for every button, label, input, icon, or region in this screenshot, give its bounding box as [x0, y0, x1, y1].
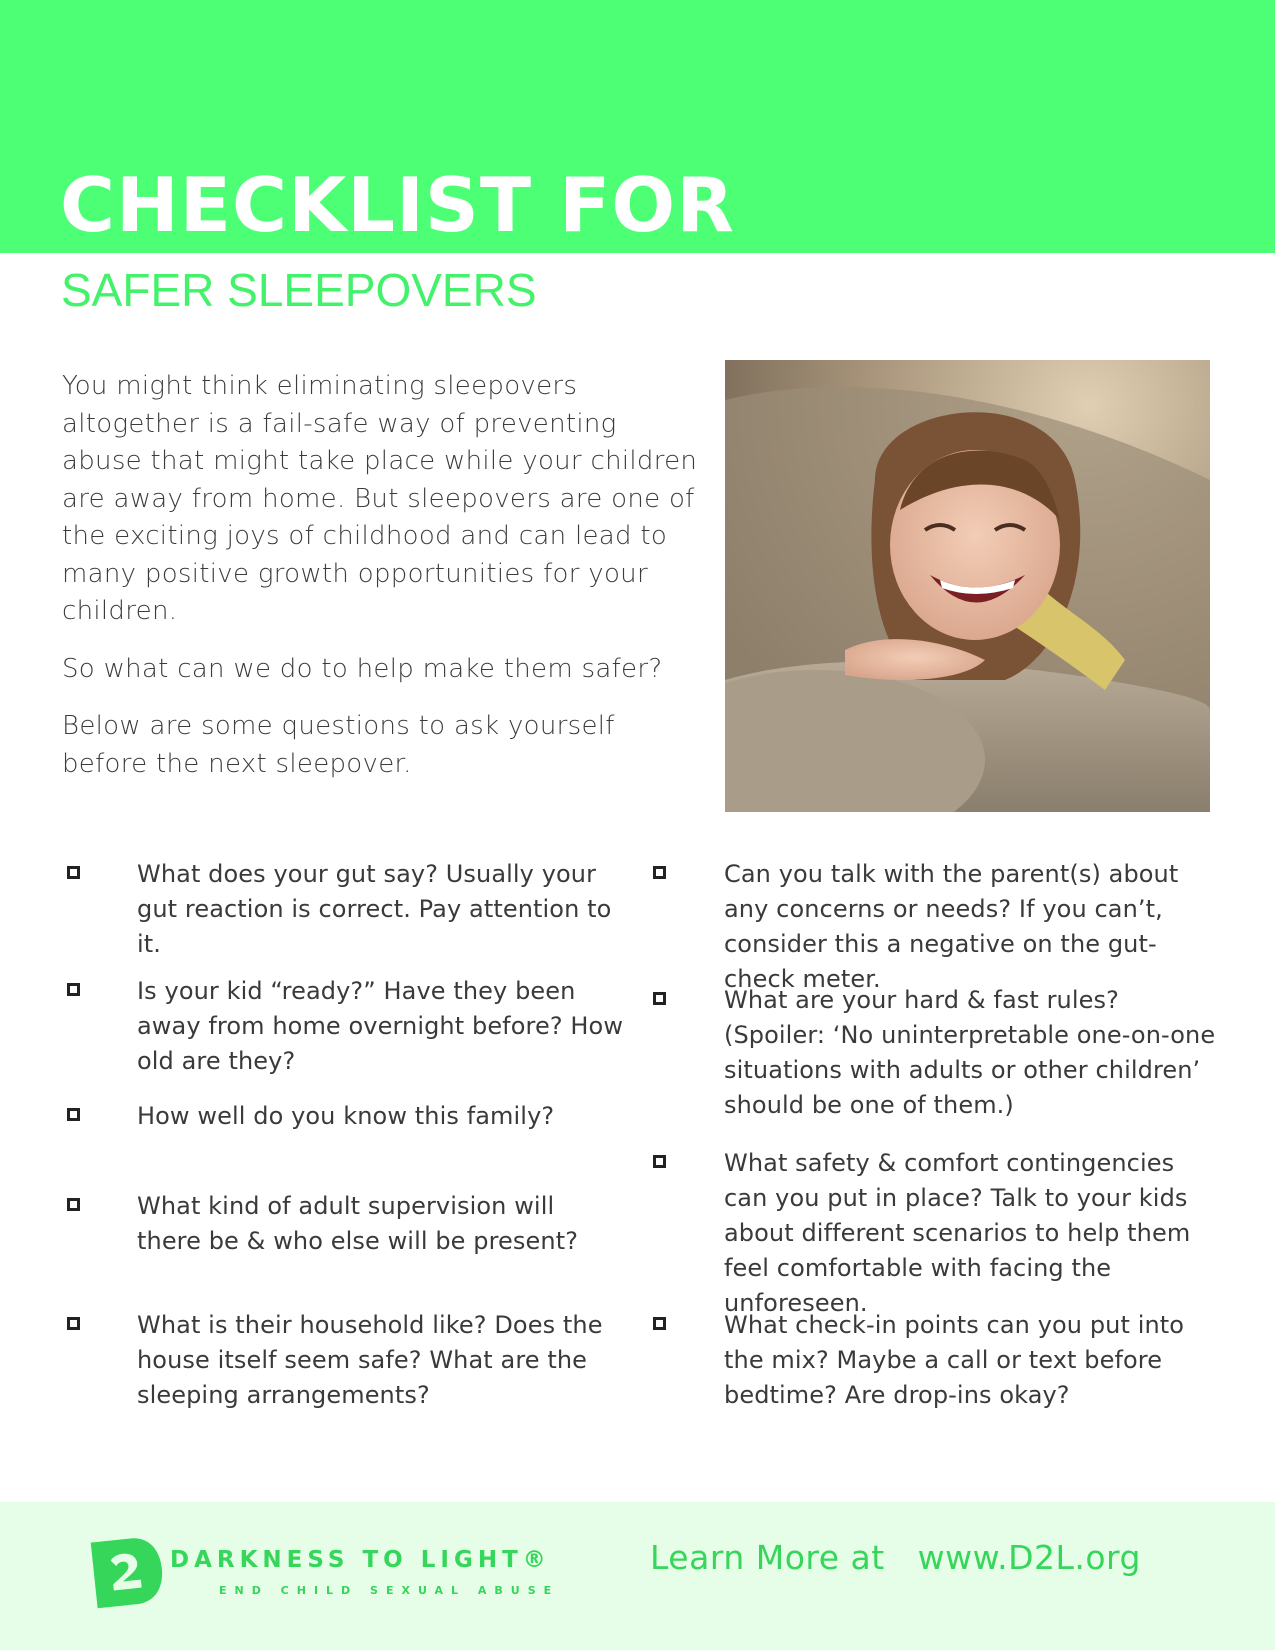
- checkbox[interactable]: [67, 1317, 80, 1330]
- checklist-item-text: What kind of adult supervision will there be & who else will be present?: [137, 1192, 579, 1255]
- checklist-item-text: What are your hard & fast rules? (Spoiler: ‘No uninterpretable one-on-one situations with adults or other children’ should be one of them.): [724, 986, 1216, 1119]
- intro-paragraph: So what can we do to help make them safer?: [62, 653, 663, 684]
- checkbox[interactable]: [67, 866, 80, 879]
- checklist-item-text: What safety & comfort contingencies can you put in place? Talk to your kids about different scenarios to help them feel comfortable with facing the unforeseen.: [724, 1149, 1191, 1317]
- page-subtitle: SAFER SLEEPOVERS: [61, 264, 537, 316]
- checklist-item-text: Can you talk with the parent(s) about any concerns or needs? If you can’t, consider this a negative on the gut-check meter.: [724, 860, 1179, 993]
- checklist-item-text: What check-in points can you put into the mix? Maybe a call or text before bedtime? Are drop-ins okay?: [724, 1311, 1185, 1409]
- checklist-item-text: What does your gut say? Usually your gut reaction is correct. Pay attention to it.: [137, 860, 612, 958]
- checkbox[interactable]: [653, 866, 666, 879]
- checkbox[interactable]: [653, 1155, 666, 1168]
- d2l-logo-icon: [90, 1535, 164, 1609]
- page-title: CHECKLIST FOR: [60, 161, 735, 249]
- intro-paragraph: You might think eliminating sleepovers altogether is a fail-safe way of preventing abuse that might take place while your children are away from home. But sleepovers are one of the exciting joys of childhood and can lead to many positive growth opportunities for your children.: [62, 371, 698, 626]
- checklist-item-text: What is their household like? Does the house itself seem safe? What are the sleeping arrangements?: [137, 1311, 603, 1409]
- brand-tagline: END CHILD SEXUAL ABUSE: [219, 1584, 560, 1597]
- checkbox[interactable]: [67, 983, 80, 996]
- brand-name: DARKNESS TO LIGHT®: [170, 1547, 551, 1573]
- checkbox[interactable]: [653, 992, 666, 1005]
- checkbox[interactable]: [67, 1198, 80, 1211]
- checkbox[interactable]: [653, 1317, 666, 1330]
- checklist-item-text: How well do you know this family?: [137, 1102, 555, 1130]
- checkbox[interactable]: [67, 1108, 80, 1121]
- learn-more-link[interactable]: Learn More at www.D2L.org: [650, 1538, 1141, 1577]
- checklist-item-text: Is your kid “ready?” Have they been away from home overnight before? How old are they?: [137, 977, 624, 1075]
- intro-paragraph: Below are some questions to ask yourself before the next sleepover.: [62, 711, 615, 779]
